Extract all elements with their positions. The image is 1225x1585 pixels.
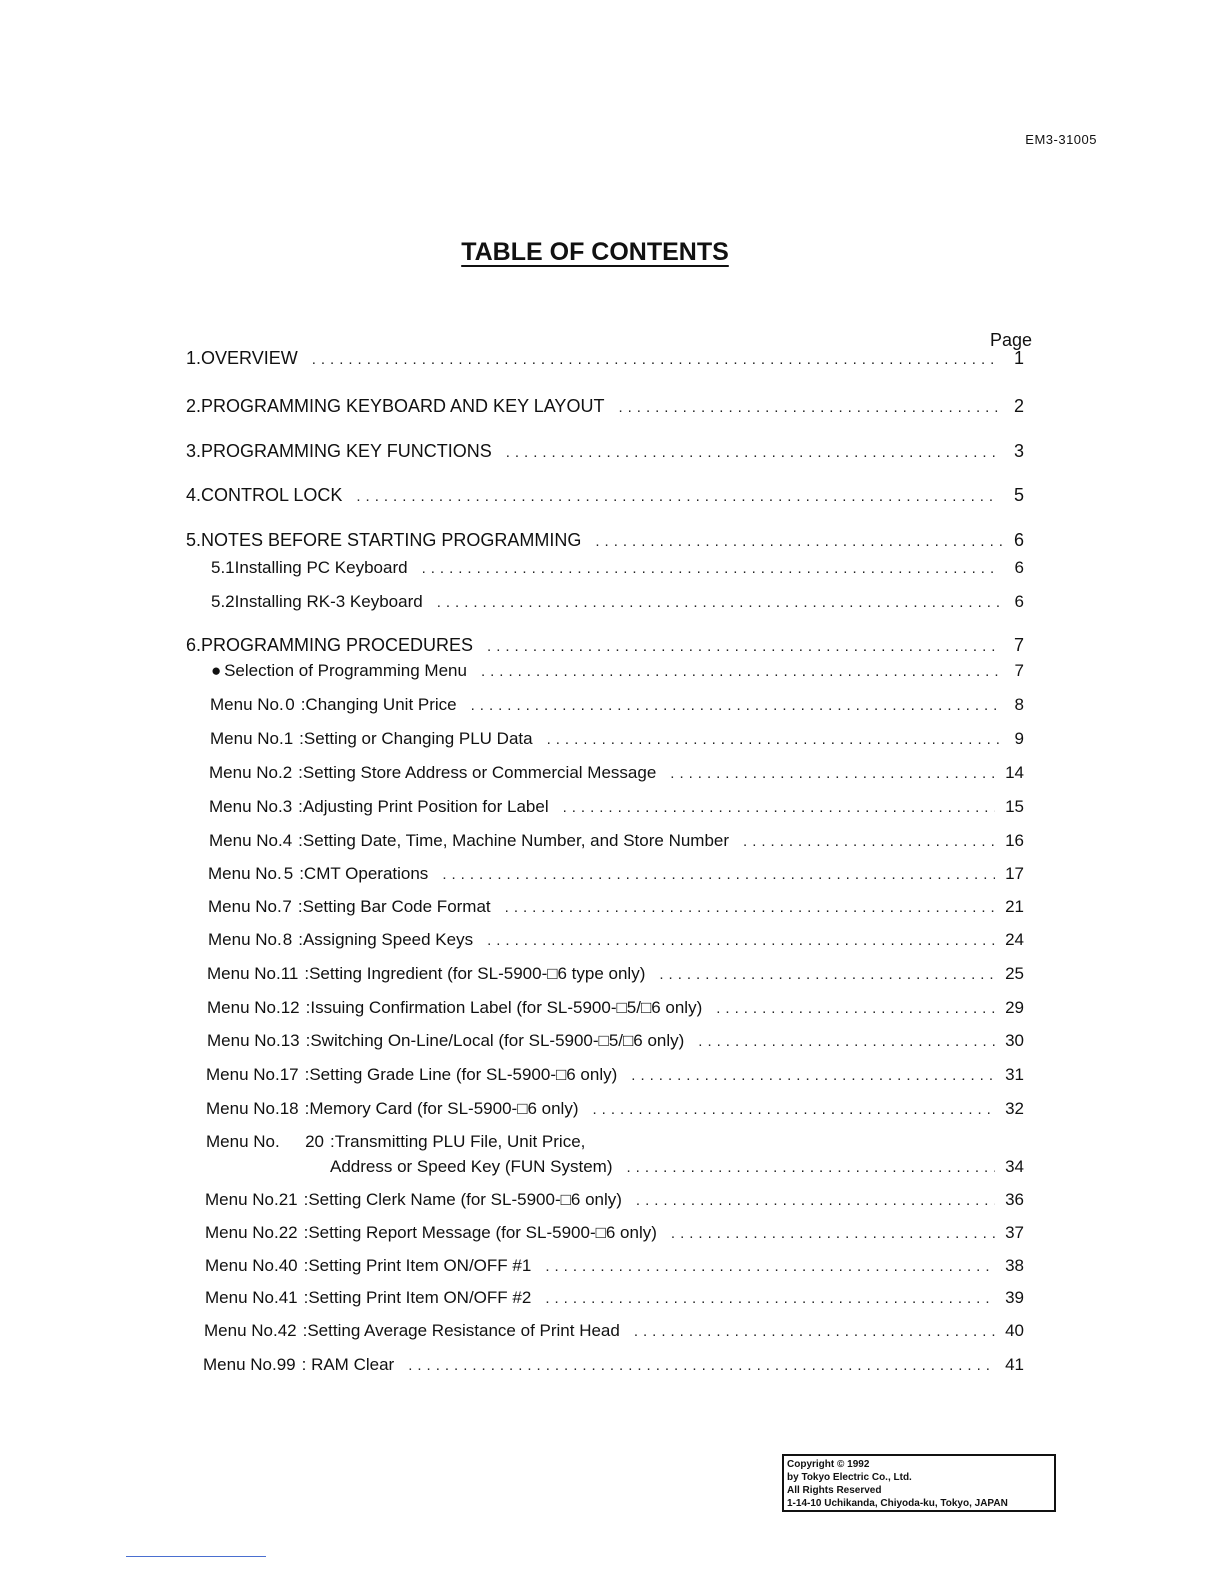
menu-number: 41 [278,1288,298,1307]
dot-leader [698,1033,995,1050]
section-label: PROGRAMMING PROCEDURES [201,635,474,655]
subsection-number: 5.1 [211,558,235,577]
toc-entry-menu-18[interactable] [206,1099,1024,1119]
toc-entry-menu-21[interactable] [205,1190,1024,1210]
menu-number: 5 [283,864,294,883]
toc-entry-keyboard-layout[interactable] [186,396,1024,417]
toc-entry-menu-8[interactable] [208,930,1024,950]
menu-label: :Transmitting PLU File, Unit Price, [330,1132,586,1151]
menu-label: :Setting Grade Line (for SL-5900-□6 only) [304,1065,618,1084]
toc-entry-menu-20-first-line[interactable] [206,1132,585,1152]
scan-artifact-line [126,1556,266,1557]
page-number: 32 [1005,1099,1024,1118]
dot-leader [437,594,999,611]
page-number: 5 [1013,485,1024,505]
section-label: OVERVIEW [201,348,298,368]
toc-entry-menu-5[interactable] [208,864,1024,884]
section-number: 1. [186,348,202,368]
toc-entry-menu-22[interactable] [205,1223,1024,1243]
document-code: EM3-31005 [1025,132,1097,147]
toc-entry-menu-2[interactable] [209,763,1024,783]
menu-prefix: Menu No. [206,1132,280,1151]
toc-entry-menu-12[interactable] [207,998,1024,1018]
dot-leader [670,765,995,782]
menu-number: 99 [276,1355,296,1374]
page-number: 6 [1013,530,1024,550]
dot-leader [618,399,1003,416]
page-number: 2 [1013,396,1024,416]
menu-label: :Issuing Confirmation Label (for SL-5900-□5/□6 only) [305,998,703,1017]
dot-leader [471,697,1000,714]
page-number: 29 [1005,998,1024,1017]
page-number: 16 [1005,831,1024,850]
menu-number: 0 [285,695,295,714]
subsection-number: 5.2 [211,592,235,611]
menu-label: :Setting Date, Time, Machine Number, and Store Number [298,831,730,850]
menu-label: : RAM Clear [301,1355,395,1374]
page-number: 3 [1013,441,1024,461]
menu-label: :Memory Card (for SL-5900-□6 only) [304,1099,579,1118]
copyright-address: 1-14-10 Uchikanda, Chiyoda-ku, Tokyo, JAPAN [787,1498,1008,1509]
page-number: 31 [1005,1065,1024,1084]
page-number: 38 [1005,1256,1024,1275]
menu-prefix: Menu No. [205,1223,279,1242]
section-number: 5. [186,530,202,550]
menu-number: 18 [279,1099,299,1118]
dot-leader [716,1000,995,1017]
page-number: 37 [1005,1223,1024,1242]
dot-leader [626,1159,995,1176]
menu-prefix: Menu No. [203,1355,277,1374]
dot-leader [545,1258,995,1275]
page-number: 9 [1014,729,1024,748]
menu-number: 21 [278,1190,298,1209]
page-number: 7 [1013,635,1024,655]
toc-entry-menu-0[interactable] [210,695,1024,715]
menu-prefix: Menu No. [210,695,284,714]
page-number: 36 [1005,1190,1024,1209]
menu-prefix: Menu No. [204,1321,278,1340]
menu-number: 40 [278,1256,298,1275]
menu-number: 11 [280,964,299,983]
menu-number: 13 [280,1031,300,1050]
toc-entry-menu-17[interactable] [206,1065,1024,1085]
toc-entry-menu-4[interactable] [209,831,1024,851]
menu-label: :Setting Store Address or Commercial Message [298,763,657,782]
menu-number: 17 [279,1065,299,1084]
menu-prefix: Menu No. [205,1256,279,1275]
dot-leader [743,833,995,850]
dot-leader [634,1323,995,1340]
page-title: TABLE OF CONTENTS [461,238,729,266]
menu-prefix: Menu No. [206,1099,280,1118]
copyright-rights: All Rights Reserved [787,1485,882,1496]
menu-number: 42 [277,1321,297,1340]
page-number: 6 [1014,558,1024,577]
section-number: 4. [186,485,202,505]
menu-prefix: Menu No. [205,1190,279,1209]
menu-prefix: Menu No. [206,1065,280,1084]
dot-leader [592,1101,995,1118]
subsection-label: Selection of Programming Menu [224,661,467,680]
dot-leader [481,663,1000,680]
toc-entry-overview[interactable] [186,348,1024,369]
toc-entry-menu-13[interactable] [207,1031,1024,1051]
menu-label: :Setting or Changing PLU Data [299,729,533,748]
menu-label: :Switching On-Line/Local (for SL-5900-□5/□6 only) [305,1031,685,1050]
toc-entry-menu-7[interactable] [208,897,1024,917]
menu-label: :Setting Clerk Name (for SL-5900-□6 only) [303,1190,622,1209]
menu-label: :Setting Print Item ON/OFF #1 [303,1256,532,1275]
section-number: 3. [186,441,202,461]
menu-prefix: Menu No. [210,729,284,748]
toc-entry-procedures[interactable] [186,635,1024,656]
dot-leader [506,444,1001,461]
menu-label: :Adjusting Print Position for Label [298,797,549,816]
dot-leader [547,731,1002,748]
dot-leader [671,1225,995,1242]
menu-prefix: Menu No. [208,930,282,949]
page-number: 17 [1005,864,1024,883]
page-number: 1 [1013,348,1024,368]
subsection-label: Installing RK-3 Keyboard [234,592,423,611]
menu-prefix: Menu No. [207,964,281,983]
menu-number: 3 [282,797,293,816]
toc-entry-menu-40[interactable] [205,1256,1024,1276]
page-number: 6 [1014,592,1024,611]
toc-entry-menu-3[interactable] [209,797,1024,817]
dot-leader [563,799,995,816]
toc-entry-menu-20[interactable] [330,1157,1024,1177]
section-label: CONTROL LOCK [201,485,343,505]
menu-label: :Setting Report Message (for SL-5900-□6 only) [303,1223,657,1242]
menu-number: 7 [282,897,292,916]
section-label: NOTES BEFORE STARTING PROGRAMMING [201,530,582,550]
menu-label: :Changing Unit Price [300,695,457,714]
page-number: 24 [1005,930,1024,949]
page-number: 21 [1005,897,1024,916]
page-number: 34 [1005,1157,1024,1176]
menu-number: 8 [282,930,293,949]
page-number: 8 [1014,695,1024,714]
toc-entry-rk3-keyboard[interactable] [211,592,1024,612]
bullet-icon: ● [211,661,222,680]
subsection-label: Installing PC Keyboard [234,558,408,577]
toc-entry-control-lock[interactable] [186,485,1024,506]
toc-entry-menu-99[interactable] [203,1355,1024,1375]
dot-leader [595,533,1003,550]
dot-leader [505,899,995,916]
toc-entry-menu-selection[interactable] [211,661,1024,681]
dot-leader [408,1357,995,1374]
menu-label: :CMT Operations [299,864,429,883]
page-number: 40 [1005,1321,1024,1340]
menu-prefix: Menu No. [209,763,283,782]
copyright-notice [782,1454,1056,1512]
menu-number: 20 [305,1132,324,1151]
page-number: 14 [1005,763,1024,782]
page-number: 15 [1005,797,1024,816]
toc-entry-menu-41[interactable] [205,1288,1024,1308]
dot-leader [545,1290,995,1307]
dot-leader [422,560,999,577]
dot-leader [356,488,997,505]
dot-leader [487,932,995,949]
toc-entry-pc-keyboard[interactable] [211,558,1024,578]
toc-entry-menu-42[interactable] [204,1321,1024,1341]
copyright-company: by Tokyo Electric Co., Ltd. [787,1472,912,1483]
menu-number: 4 [282,831,293,850]
menu-label: :Setting Average Resistance of Print Head [302,1321,620,1340]
copyright-line: Copyright © 1992 [787,1459,870,1470]
section-label: PROGRAMMING KEYBOARD AND KEY LAYOUT [201,396,605,416]
toc-entry-notes[interactable] [186,530,1024,551]
page-column-header: Page [990,330,1033,350]
menu-label: :Setting Bar Code Format [297,897,491,916]
menu-label: :Assigning Speed Keys [298,930,474,949]
dot-leader [312,351,996,368]
menu-number: 22 [278,1223,298,1242]
menu-prefix: Menu No. [205,1288,279,1307]
dot-leader [659,966,995,983]
section-number: 2. [186,396,202,416]
menu-prefix: Menu No. [208,864,282,883]
menu-label: :Setting Ingredient (for SL-5900-□6 type only) [304,964,646,983]
section-number: 6. [186,635,202,655]
menu-number: 2 [282,763,293,782]
dot-leader [636,1192,995,1209]
dot-leader [487,638,1000,655]
menu-prefix: Menu No. [208,897,282,916]
dot-leader [442,866,995,883]
toc-entry-key-functions[interactable] [186,441,1024,462]
toc-entry-menu-1[interactable] [210,729,1024,749]
menu-prefix: Menu No. [207,998,281,1017]
menu-prefix: Menu No. [207,1031,281,1050]
page-number: 30 [1005,1031,1024,1050]
toc-entry-menu-11[interactable] [207,964,1024,984]
page-number: 39 [1005,1288,1024,1307]
menu-prefix: Menu No. [209,831,283,850]
page-number: 7 [1014,661,1024,680]
section-label: PROGRAMMING KEY FUNCTIONS [201,441,492,461]
menu-number: 1 [283,729,294,748]
menu-number: 12 [280,998,300,1017]
dot-leader [631,1067,995,1084]
page-number: 41 [1005,1355,1024,1374]
menu-label: :Setting Print Item ON/OFF #2 [303,1288,532,1307]
menu-label-continuation: Address or Speed Key (FUN System) [330,1157,613,1176]
page-number: 25 [1005,964,1024,983]
menu-prefix: Menu No. [209,797,283,816]
